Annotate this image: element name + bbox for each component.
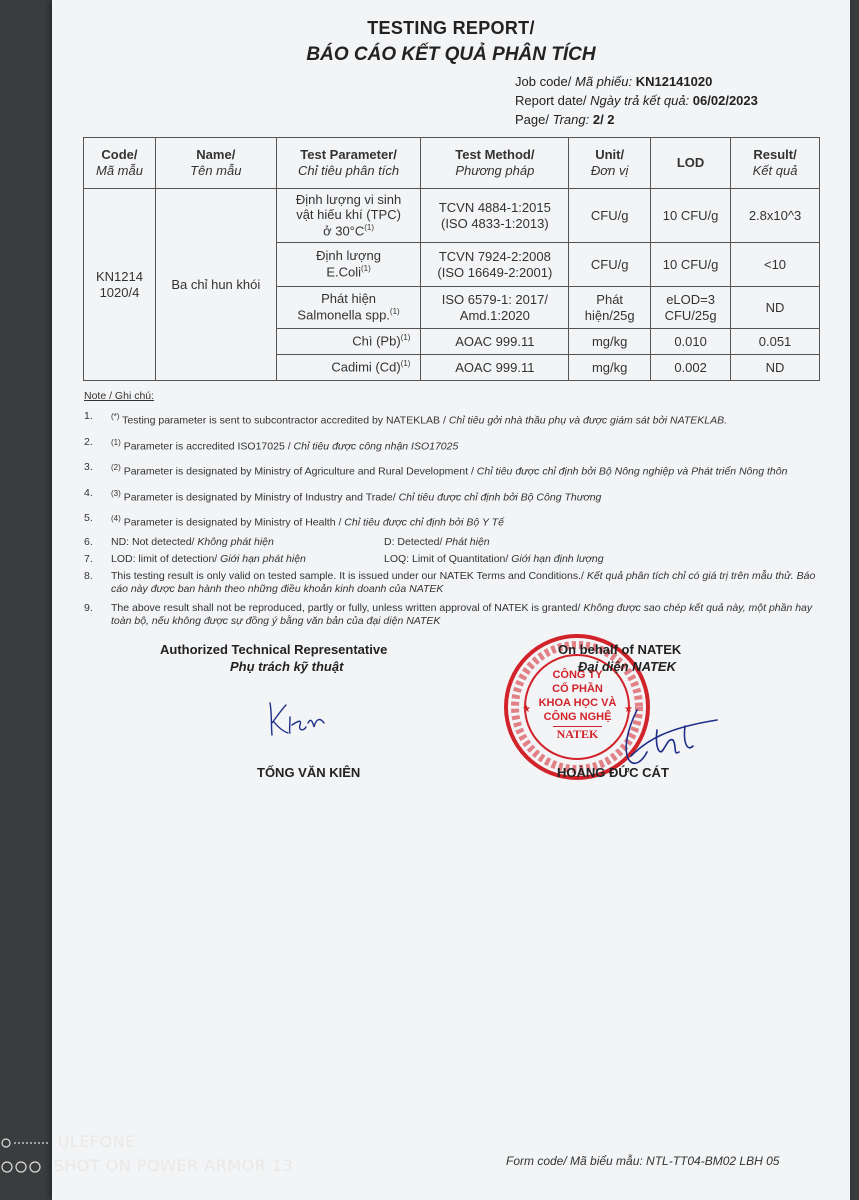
result-cell: ND [731, 287, 820, 329]
note-item: 4. $^{(3)}$ Parameter is designated by Ministry of Industry and Trade/ Chỉ tiêu được chỉ định bởi Bộ Công Thương [84, 486, 602, 503]
method-cell: TCVN 7924-2:2008 (ISO 16649-2:2001) [421, 243, 569, 287]
note-item: 7. LOD: limit of detection/ Giới hạn phát hiện LOQ: Limit of Quantitation/ Giới hạn định lượng [84, 552, 604, 565]
notes-heading: Note / Ghi chú: [84, 390, 155, 402]
column-header: Result/ Kết quả [731, 138, 820, 189]
lod-cell: 0.010 [651, 329, 731, 355]
note-item: 9. The above result shall not be reproduced, partly or fully, unless written approval of NATEK is granted/ Không được sao chép kết quả này, một phần hay toàn bộ, nếu không được sự đồng ý bằng văn bản của đại diện NATEK [84, 601, 813, 627]
method-cell: AOAC 999.11 [421, 355, 569, 381]
unit-cell: mg/kg [569, 355, 651, 381]
parameter-cell: Phát hiện Salmonella spp.$^{(1)}$ [276, 287, 421, 329]
column-header: Unit/ Đơn vị [569, 138, 651, 189]
lod-cell: eLOD=3 CFU/25g [651, 287, 731, 329]
watermark-dots-icon [0, 1136, 52, 1150]
parameter-cell: Định lượng E.Coli$^{(1)}$ [276, 243, 421, 287]
page-line: Page/ Trang: 2/ 2 [515, 112, 615, 127]
left-signatory-subtitle: Phụ trách kỹ thuật [230, 659, 344, 674]
note-item: 6. ND: Not detected/ Không phát hiện D: Detected/ Phát hiện [84, 535, 490, 548]
note-item: 3. $^{(2)}$ Parameter is designated by Ministry of Agriculture and Rural Development / Chỉ tiêu được chỉ định bởi Bộ Nông nghiệp và Phát triển Nông thôn [84, 461, 788, 478]
job-code-line: Job code/ Mã phiếu: KN12141020 [515, 74, 713, 89]
page-number: 2/ 2 [592, 112, 615, 127]
parameter-cell: Cadimi $(Cd)^{(1)}$ [276, 355, 421, 381]
column-header: LOD [651, 138, 731, 189]
lod-cell: 10 CFU/g [651, 189, 731, 243]
unit-cell: CFU/g [569, 189, 651, 243]
unit-cell: CFU/g [569, 243, 651, 287]
parameter-cell: Chì $(Pb)^{(1)}$ [276, 329, 421, 355]
column-header: Code/ Mã mẫu [84, 138, 156, 189]
right-signatory-title: On behalf of NATEK [558, 642, 682, 657]
table-row [84, 189, 820, 243]
note-item: 2. $^{(1)}$ Parameter is accredited ISO17025 / Chỉ tiêu được công nhận ISO17025 [84, 435, 459, 452]
unit-cell: mg/kg [569, 329, 651, 355]
report-date: 06/02/2023 [692, 93, 758, 108]
svg-text:★: ★ [624, 704, 633, 715]
note-item: 1. (*) Testing parameter is sent to subcontractor accredited by NATEKLAB / Chỉ tiêu gởi nhà thầu phụ và được giám sát bởi NATEKLAB. [84, 410, 728, 427]
sample-name-cell: Ba chỉ hun khói [155, 189, 276, 381]
report-title-vi: BÁO CÁO KẾT QUẢ PHÂN TÍCH [306, 44, 596, 65]
form-code: Form code/ Mã biểu mẫu: NTL-TT04-BM02 LBH 05 [506, 1154, 780, 1168]
left-signatory-name: TỐNG VĂN KIÊN [257, 765, 361, 780]
camera-watermark-model: SHOT ON POWER ARMOR 13 [0, 1156, 293, 1175]
result-cell: ND [731, 355, 820, 381]
right-signatory-name: HOÀNG ĐỨC CÁT [557, 765, 669, 780]
svg-text:★: ★ [522, 704, 531, 715]
result-cell: <10 [731, 243, 820, 287]
left-signature-icon [262, 695, 332, 740]
lod-cell: 0.002 [651, 355, 731, 381]
result-cell: 2.8x10^3 [731, 189, 820, 243]
camera-watermark-brand: ULEFONE [0, 1132, 136, 1151]
method-cell: ISO 6579-1: 2017/ Amd.1:2020 [421, 287, 569, 329]
lod-cell: 10 CFU/g [651, 243, 731, 287]
parameter-cell: Định lượng vi sinh vật hiếu khí (TPC) ở $30^\circ C^{(1)}$ [276, 189, 421, 243]
method-cell: AOAC 999.11 [421, 329, 569, 355]
result-cell: 0.051 [731, 329, 820, 355]
method-cell: TCVN 4884-1:2015 (ISO 4833-1:2013) [421, 189, 569, 243]
column-header: Test Parameter/ Chỉ tiêu phân tích [276, 138, 421, 189]
unit-cell: Phát hiện/25g [569, 287, 651, 329]
results-table [83, 137, 820, 381]
job-code: KN12141020 [635, 74, 713, 89]
notes-section [84, 390, 824, 628]
left-signatory-title: Authorized Technical Representative [160, 642, 388, 657]
table-header-row [84, 138, 820, 189]
report-title-en: TESTING REPORT/ [367, 18, 535, 38]
right-signatory-subtitle: Đại diện NATEK [578, 659, 676, 674]
stamp-text: CÔNG TY CỔ PHẦN KHOA HỌC VÀ CÔNG NGHỆ NATEK [538, 669, 617, 741]
watermark-circles-icon [0, 1160, 48, 1174]
sample-code-cell: KN1214 1020/4 [84, 189, 156, 381]
column-header: Test Method/ Phương pháp [421, 138, 569, 189]
note-item: 8. This testing result is only valid on tested sample. It is issued under our NATEK Terms and Conditions./ Kết quả phân tích chỉ có giá trị trên mẫu thử. Báo cáo này được ban hành theo những điều khoản kinh doanh của NATEK [84, 569, 816, 595]
report-date-line: Report date/ Ngày trả kết quả: 06/02/2023 [515, 93, 758, 108]
document-page [52, 0, 850, 1200]
note-item: 5. $^{(4)}$ Parameter is designated by Ministry of Health / Chỉ tiêu được chỉ định bởi Bộ Y Tế [84, 512, 504, 529]
column-header: Name/ Tên mẫu [155, 138, 276, 189]
